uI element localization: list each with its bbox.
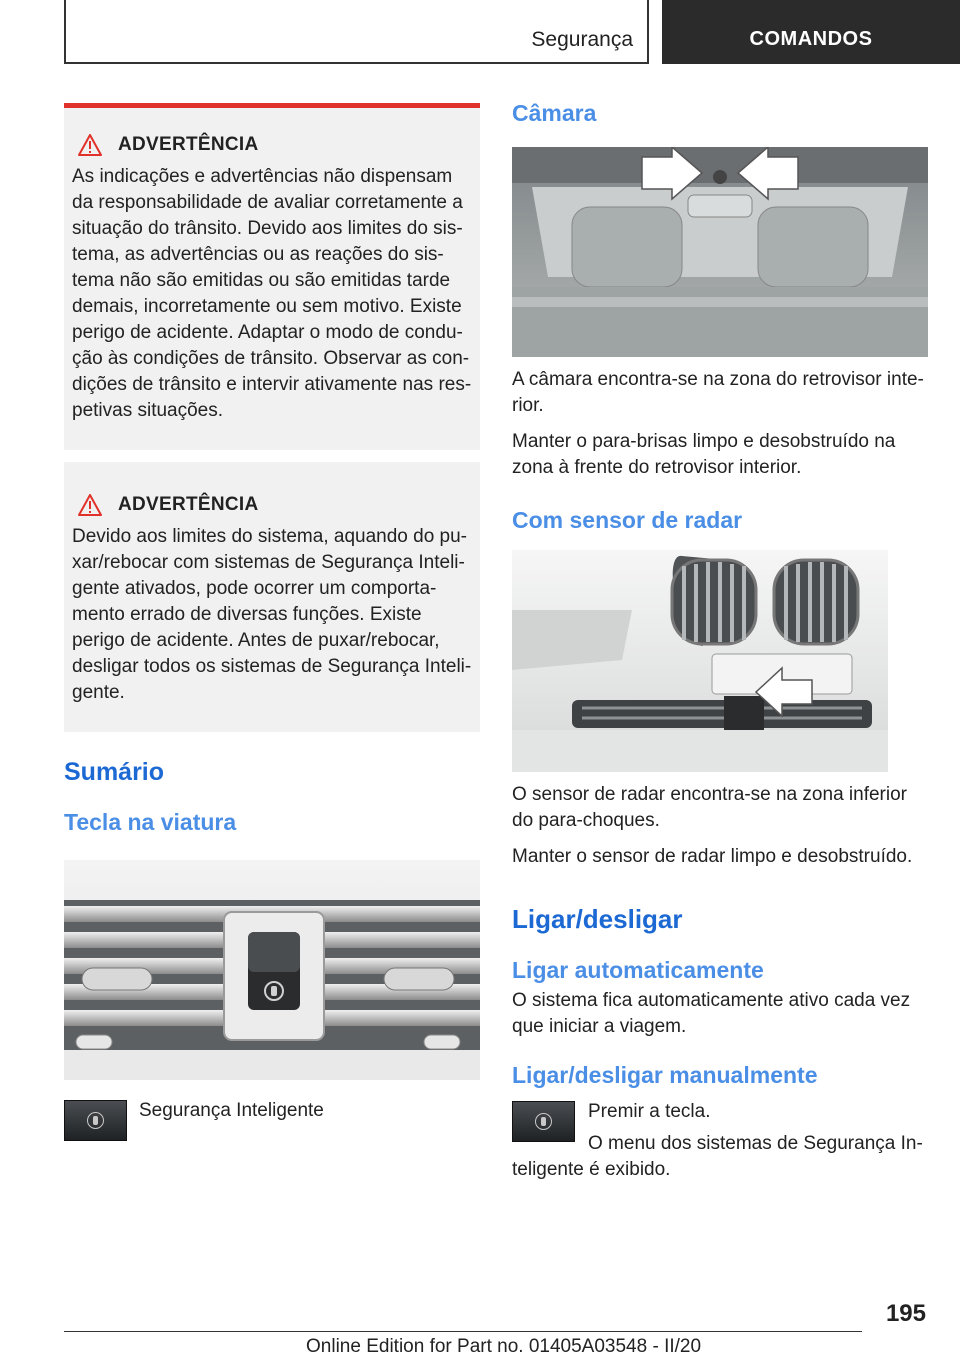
warning-line: mento errado de diversas funções. Existe <box>72 604 422 625</box>
right-column <box>512 100 928 1183</box>
warning-line: As indicações e advertências não dispensam <box>72 166 453 187</box>
manual-step-1: Premir a tecla. <box>588 1101 711 1122</box>
manual-instruction <box>512 1099 928 1183</box>
warning-title: ADVERTÊNCIA <box>118 494 259 515</box>
footer-divider <box>64 1331 862 1332</box>
onoff-heading: Ligar/desligar <box>512 904 683 934</box>
warning-line: perigo de acidente. Antes de puxar/rebocar, <box>72 630 440 651</box>
warning-title: ADVERTÊNCIA <box>118 134 259 155</box>
warning-text <box>72 524 472 706</box>
warning-line: dições de trânsito e intervir ativamente nas res- <box>72 374 472 395</box>
warning-triangle-icon <box>78 494 102 516</box>
warning-line: situação do trânsito. Devido aos limites do sis- <box>72 218 463 239</box>
warning-line: Devido aos limites do sistema, aquando do pu- <box>72 526 468 547</box>
warning-line: gente. <box>72 682 125 703</box>
warning-line: desligar todos os sistemas de Segurança Inteli- <box>72 656 472 677</box>
warning-line: demais, incorretamente ou sem motivo. Existe <box>72 296 462 317</box>
intelligent-safety-button-icon <box>512 1101 575 1142</box>
radar-heading: Com sensor de radar <box>512 507 743 533</box>
sumario-heading: Sumário <box>64 758 165 786</box>
header-section-title: Segurança <box>531 28 633 51</box>
warning-header <box>72 134 472 156</box>
radar-sensor-photo <box>512 550 888 772</box>
warning-line: ção às condições de trânsito. Observar as con- <box>72 348 470 369</box>
left-column <box>64 103 480 1141</box>
footer-edition: Online Edition for Part no. 01405A03548 - II/20 <box>306 1336 702 1357</box>
warning-line: xar/rebocar com sistemas de Segurança Inteli- <box>72 552 465 573</box>
manual-step-2b: teligente é exibido. <box>512 1159 671 1180</box>
auto-paragraph: O sistema fica automaticamente ativo cada vez que iniciar a viagem. <box>512 990 911 1037</box>
button-legend <box>64 1100 480 1141</box>
camera-paragraph-1: A câmara encontra-se na zona do retrovisor inte- rior. <box>512 369 924 416</box>
warning-triangle-icon <box>78 134 102 156</box>
intelligent-safety-button-icon <box>64 1100 127 1141</box>
tecla-heading: Tecla na viatura <box>64 809 237 835</box>
camera-heading: Câmara <box>512 100 597 126</box>
button-caption: Segurança Inteligente <box>139 1100 324 1121</box>
header-chapter-title: COMANDOS <box>749 28 873 50</box>
manual-step-2a: O menu dos sistemas de Segurança In- <box>588 1133 923 1154</box>
header-chapter-tab <box>662 0 960 64</box>
radar-paragraph-1: O sensor de radar encontra-se na zona inferior do para-choques. <box>512 784 907 831</box>
warning-text <box>72 164 472 424</box>
header-section-tab <box>64 0 649 64</box>
auto-heading: Ligar automaticamente <box>512 957 764 983</box>
warning-line: gente ativados, pode ocorrer um comporta- <box>72 578 437 599</box>
camera-paragraph-2: Manter o para-brisas limpo e desobstruído na zona à frente do retrovisor interior. <box>512 431 896 478</box>
warning-line: tema não são emitidas ou são emitidas tarde <box>72 270 451 291</box>
warning-header <box>72 494 472 516</box>
warning-line: tema, as advertências ou as reações do sis- <box>72 244 444 265</box>
warning-line: perigo de acidente. Adaptar o modo de condu- <box>72 322 463 343</box>
page-number: 195 <box>885 1300 926 1327</box>
warning-line: petivas situações. <box>72 400 224 421</box>
warning-box-1 <box>64 103 480 450</box>
warning-box-2 <box>64 462 480 732</box>
warning-line: da responsabilidade de avaliar corretamente a <box>72 192 463 213</box>
camera-location-photo <box>512 147 928 357</box>
vehicle-button-photo <box>64 860 480 1080</box>
radar-paragraph-2: Manter o sensor de radar limpo e desobstruído. <box>512 846 913 867</box>
manual-heading: Ligar/desligar manualmente <box>512 1062 818 1088</box>
